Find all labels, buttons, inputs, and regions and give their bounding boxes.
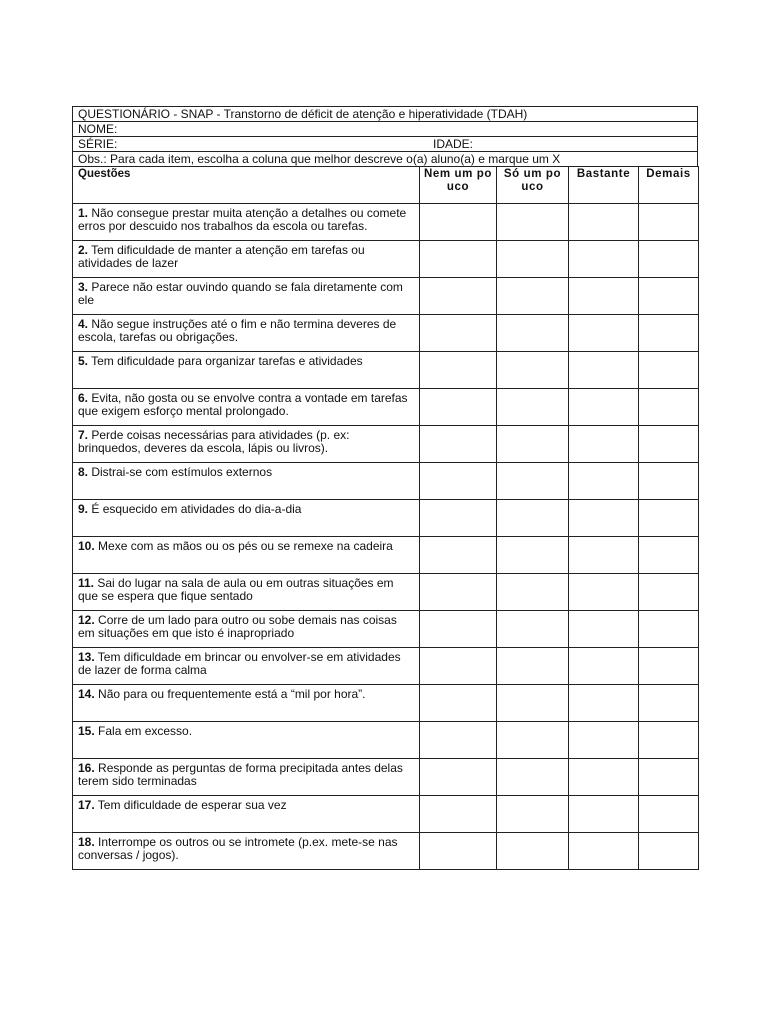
question-text bbox=[73, 315, 420, 352]
answer-cell-bastante[interactable] bbox=[569, 241, 639, 278]
answer-cell-nem-um-pouco[interactable] bbox=[420, 241, 497, 278]
obs-note: Obs.: Para cada item, escolha a coluna que melhor descreve o(a) aluno(a) e marque um X bbox=[72, 151, 698, 166]
question-label: Responde as perguntas de forma precipitada antes delas terem sido terminadas bbox=[78, 761, 403, 788]
question-number: 17. bbox=[78, 798, 95, 812]
answer-cell-so-um-pouco[interactable] bbox=[497, 537, 569, 574]
question-text bbox=[73, 685, 420, 722]
question-label: Fala em excesso. bbox=[94, 724, 193, 738]
question-text bbox=[73, 426, 420, 463]
answer-cell-demais[interactable] bbox=[639, 648, 699, 685]
question-text bbox=[73, 833, 420, 870]
answer-cell-so-um-pouco[interactable] bbox=[497, 796, 569, 833]
answer-cell-bastante[interactable] bbox=[569, 315, 639, 352]
answer-cell-nem-um-pouco[interactable] bbox=[420, 463, 497, 500]
answer-cell-nem-um-pouco[interactable] bbox=[420, 315, 497, 352]
table-row bbox=[73, 315, 699, 352]
answer-cell-nem-um-pouco[interactable] bbox=[420, 426, 497, 463]
answer-cell-nem-um-pouco[interactable] bbox=[420, 389, 497, 426]
answer-cell-demais[interactable] bbox=[639, 426, 699, 463]
answer-cell-bastante[interactable] bbox=[569, 204, 639, 241]
answer-cell-demais[interactable] bbox=[639, 389, 699, 426]
question-text bbox=[73, 352, 420, 389]
answer-cell-demais[interactable] bbox=[639, 722, 699, 759]
snap-questionnaire bbox=[72, 106, 698, 870]
question-number: 7. bbox=[78, 428, 89, 442]
answer-cell-nem-um-pouco[interactable] bbox=[420, 278, 497, 315]
answer-cell-so-um-pouco[interactable] bbox=[497, 500, 569, 537]
table-row bbox=[73, 648, 699, 685]
col-demais-header: Demais bbox=[639, 167, 699, 204]
answer-cell-so-um-pouco[interactable] bbox=[497, 204, 569, 241]
col-bastante-header: Bastante bbox=[569, 167, 639, 204]
answer-cell-so-um-pouco[interactable] bbox=[497, 611, 569, 648]
answer-cell-demais[interactable] bbox=[639, 611, 699, 648]
table-row bbox=[73, 389, 699, 426]
question-number: 10. bbox=[78, 539, 95, 553]
question-text bbox=[73, 759, 420, 796]
table-row bbox=[73, 278, 699, 315]
answer-cell-so-um-pouco[interactable] bbox=[497, 463, 569, 500]
answer-cell-demais[interactable] bbox=[639, 796, 699, 833]
question-text bbox=[73, 204, 420, 241]
form-title: QUESTIONÁRIO - SNAP - Transtorno de déficit de atenção e hiperatividade (TDAH) bbox=[72, 106, 698, 121]
answer-cell-so-um-pouco[interactable] bbox=[497, 833, 569, 870]
answer-cell-bastante[interactable] bbox=[569, 463, 639, 500]
question-text bbox=[73, 389, 420, 426]
question-text bbox=[73, 463, 420, 500]
serie-field[interactable] bbox=[72, 136, 698, 151]
table-row bbox=[73, 204, 699, 241]
question-number: 4. bbox=[78, 317, 89, 331]
answer-cell-bastante[interactable] bbox=[569, 537, 639, 574]
answer-cell-demais[interactable] bbox=[639, 759, 699, 796]
question-text bbox=[73, 537, 420, 574]
question-number: 18. bbox=[78, 835, 95, 849]
table-row bbox=[73, 537, 699, 574]
question-number: 6. bbox=[78, 391, 89, 405]
question-label: Não consegue prestar muita atenção a detalhes ou comete erros por descuido nos trabalhos da escola ou tarefas. bbox=[78, 206, 407, 233]
answer-cell-nem-um-pouco[interactable] bbox=[420, 352, 497, 389]
answer-cell-nem-um-pouco[interactable] bbox=[420, 500, 497, 537]
answer-cell-bastante[interactable] bbox=[569, 389, 639, 426]
answer-cell-demais[interactable] bbox=[639, 204, 699, 241]
answer-cell-so-um-pouco[interactable] bbox=[497, 722, 569, 759]
question-label: Mexe com as mãos ou os pés ou se remexe na cadeira bbox=[94, 539, 393, 553]
answer-cell-bastante[interactable] bbox=[569, 278, 639, 315]
table-row bbox=[73, 759, 699, 796]
answer-cell-nem-um-pouco[interactable] bbox=[420, 759, 497, 796]
question-text bbox=[73, 611, 420, 648]
table-row bbox=[73, 426, 699, 463]
question-number: 3. bbox=[78, 280, 89, 294]
question-number: 12. bbox=[78, 613, 95, 627]
answer-cell-demais[interactable] bbox=[639, 278, 699, 315]
answer-cell-demais[interactable] bbox=[639, 574, 699, 611]
question-number: 1. bbox=[78, 206, 89, 220]
answer-cell-demais[interactable] bbox=[639, 352, 699, 389]
question-label: Interrompe os outros ou se intromete (p.ex. mete-se nas conversas / jogos). bbox=[78, 835, 398, 862]
idade-label: IDADE: bbox=[433, 137, 474, 151]
questions-header: Questões bbox=[73, 167, 420, 204]
answer-cell-so-um-pouco[interactable] bbox=[497, 315, 569, 352]
answer-cell-bastante[interactable] bbox=[569, 611, 639, 648]
answer-cell-so-um-pouco[interactable] bbox=[497, 574, 569, 611]
answer-cell-so-um-pouco[interactable] bbox=[497, 389, 569, 426]
question-text bbox=[73, 500, 420, 537]
col-nem-um-pouco-header: Nem um pouco bbox=[420, 167, 497, 204]
question-label: Evita, não gosta ou se envolve contra a vontade em tarefas que exigem esforço mental prolongado. bbox=[78, 391, 408, 418]
answer-cell-nem-um-pouco[interactable] bbox=[420, 722, 497, 759]
question-label: Tem dificuldade para organizar tarefas e atividades bbox=[88, 354, 363, 368]
answer-cell-bastante[interactable] bbox=[569, 833, 639, 870]
answer-cell-bastante[interactable] bbox=[569, 759, 639, 796]
answer-cell-bastante[interactable] bbox=[569, 796, 639, 833]
answer-cell-demais[interactable] bbox=[639, 500, 699, 537]
answer-cell-so-um-pouco[interactable] bbox=[497, 278, 569, 315]
question-label: Corre de um lado para outro ou sobe demais nas coisas em situações em que isto é inapropriado bbox=[78, 613, 397, 640]
question-label: Distrai-se com estímulos externos bbox=[88, 465, 273, 479]
answer-cell-demais[interactable] bbox=[639, 833, 699, 870]
answer-cell-nem-um-pouco[interactable] bbox=[420, 796, 497, 833]
answer-cell-demais[interactable] bbox=[639, 315, 699, 352]
answer-cell-nem-um-pouco[interactable] bbox=[420, 833, 497, 870]
answer-cell-bastante[interactable] bbox=[569, 426, 639, 463]
question-number: 11. bbox=[78, 576, 95, 590]
question-label: Sai do lugar na sala de aula ou em outras situações em que se espera que fique sentado bbox=[78, 576, 394, 603]
answer-cell-bastante[interactable] bbox=[569, 685, 639, 722]
answer-cell-demais[interactable] bbox=[639, 463, 699, 500]
question-text bbox=[73, 648, 420, 685]
question-number: 14. bbox=[78, 687, 95, 701]
question-text bbox=[73, 796, 420, 833]
answer-cell-bastante[interactable] bbox=[569, 574, 639, 611]
table-row bbox=[73, 796, 699, 833]
question-label: Tem dificuldade de manter a atenção em tarefas ou atividades de lazer bbox=[78, 243, 365, 270]
answer-cell-so-um-pouco[interactable] bbox=[497, 241, 569, 278]
question-label: Tem dificuldade em brincar ou envolver-se em atividades de lazer de forma calma bbox=[78, 650, 401, 677]
answer-cell-nem-um-pouco[interactable] bbox=[420, 204, 497, 241]
table-row bbox=[73, 833, 699, 870]
name-field[interactable]: NOME: bbox=[72, 121, 698, 136]
answer-cell-nem-um-pouco[interactable] bbox=[420, 537, 497, 574]
question-label: Tem dificuldade de esperar sua vez bbox=[94, 798, 287, 812]
table-row bbox=[73, 574, 699, 611]
question-text bbox=[73, 722, 420, 759]
question-number: 16. bbox=[78, 761, 95, 775]
answer-cell-demais[interactable] bbox=[639, 537, 699, 574]
question-number: 9. bbox=[78, 502, 89, 516]
table-row bbox=[73, 352, 699, 389]
question-number: 2. bbox=[78, 243, 89, 257]
question-text bbox=[73, 241, 420, 278]
table-row bbox=[73, 463, 699, 500]
questions-table bbox=[72, 166, 699, 870]
question-label: É esquecido em atividades do dia-a-dia bbox=[88, 502, 302, 516]
answer-cell-so-um-pouco[interactable] bbox=[497, 352, 569, 389]
table-row bbox=[73, 685, 699, 722]
answer-cell-nem-um-pouco[interactable] bbox=[420, 648, 497, 685]
table-row bbox=[73, 722, 699, 759]
answer-cell-bastante[interactable] bbox=[569, 500, 639, 537]
question-number: 13. bbox=[78, 650, 95, 664]
question-label: Não para ou frequentemente está a “mil por hora”. bbox=[94, 687, 366, 701]
answer-cell-so-um-pouco[interactable] bbox=[497, 685, 569, 722]
question-label: Perde coisas necessárias para atividades (p. ex: brinquedos, deveres da escola, lápis ou livros). bbox=[78, 428, 350, 455]
table-row bbox=[73, 500, 699, 537]
question-text bbox=[73, 278, 420, 315]
answer-cell-so-um-pouco[interactable] bbox=[497, 426, 569, 463]
serie-label: SÉRIE: bbox=[78, 137, 118, 151]
question-text bbox=[73, 574, 420, 611]
table-row bbox=[73, 241, 699, 278]
table-row bbox=[73, 611, 699, 648]
answer-cell-bastante[interactable] bbox=[569, 352, 639, 389]
answer-cell-nem-um-pouco[interactable] bbox=[420, 611, 497, 648]
question-number: 5. bbox=[78, 354, 89, 368]
answer-cell-so-um-pouco[interactable] bbox=[497, 648, 569, 685]
answer-cell-nem-um-pouco[interactable] bbox=[420, 685, 497, 722]
question-label: Não segue instruções até o fim e não termina deveres de escola, tarefas ou obrigações. bbox=[78, 317, 397, 344]
answer-cell-demais[interactable] bbox=[639, 241, 699, 278]
answer-cell-bastante[interactable] bbox=[569, 722, 639, 759]
answer-cell-demais[interactable] bbox=[639, 685, 699, 722]
answer-cell-nem-um-pouco[interactable] bbox=[420, 574, 497, 611]
question-number: 8. bbox=[78, 465, 89, 479]
question-label: Parece não estar ouvindo quando se fala diretamente com ele bbox=[78, 280, 403, 307]
answer-cell-so-um-pouco[interactable] bbox=[497, 759, 569, 796]
question-number: 15. bbox=[78, 724, 95, 738]
answer-cell-bastante[interactable] bbox=[569, 648, 639, 685]
table-header-row bbox=[73, 167, 699, 204]
col-so-um-pouco-header: Só um pouco bbox=[497, 167, 569, 204]
